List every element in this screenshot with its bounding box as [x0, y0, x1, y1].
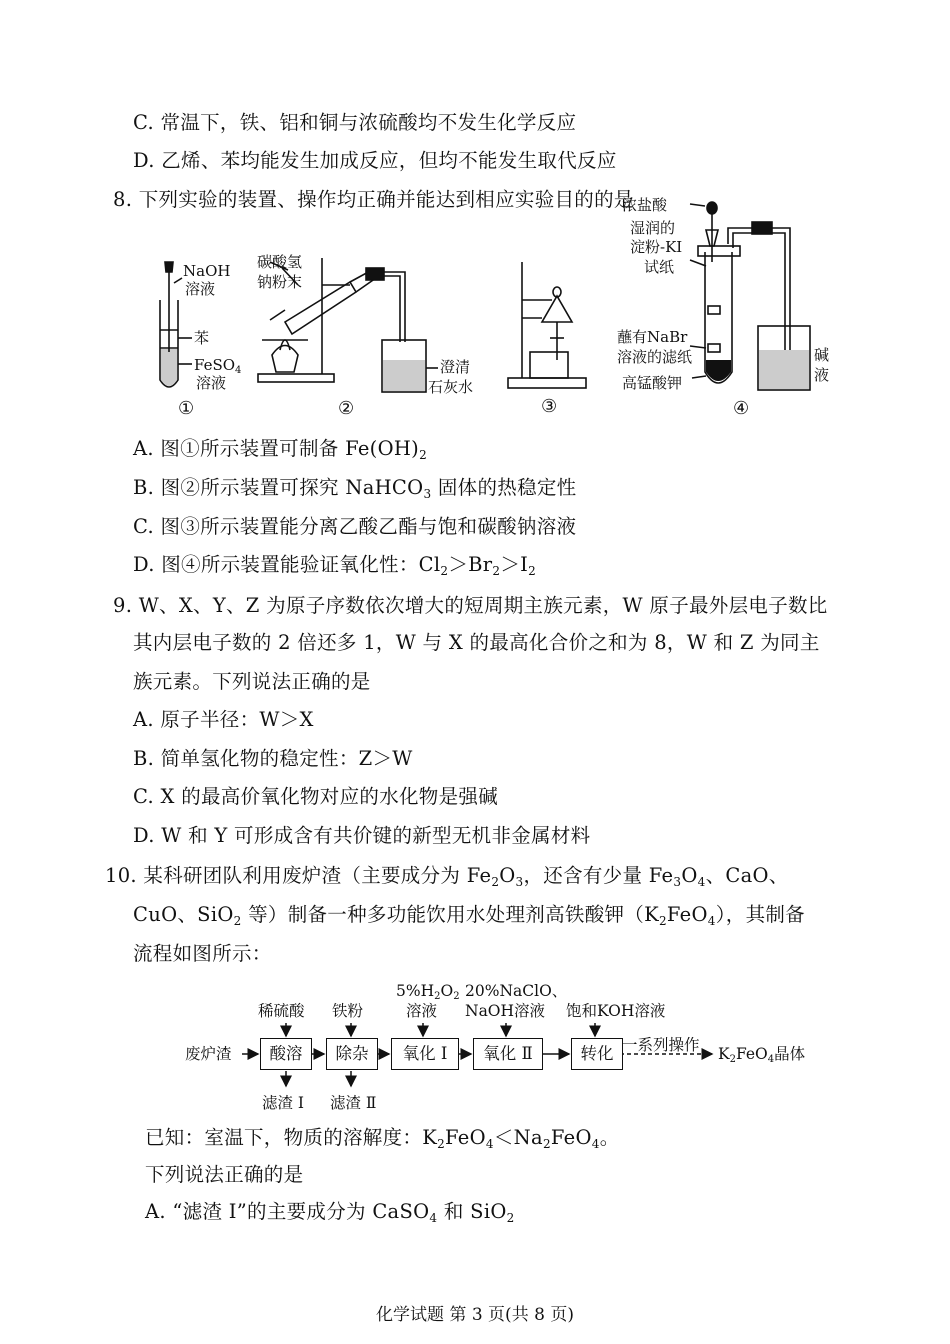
q9-stem-line-2: 其内层电子数的 2 倍还多 1，W 与 X 的最高化合价之和为 8，W 和 Z 为同主 [133, 631, 820, 654]
q9-stem-line-3: 族元素。下列说法正确的是 [133, 670, 371, 693]
flow-input-4b: NaOH溶液 [465, 1002, 546, 1020]
fig4-number: ④ [733, 398, 750, 419]
flow-box-oxidation-2: 氧化 Ⅱ [473, 1038, 543, 1070]
q8-stem: 8. 下列实验的装置、操作均正确并能达到相应实验目的的是 [113, 188, 634, 211]
fig3-number: ③ [541, 396, 558, 417]
fig4-label-2: 湿润的 [630, 219, 676, 237]
fig2-label-2: 钠粉末 [257, 273, 303, 291]
fig1-label-naoh: NaOH [183, 262, 231, 280]
fig2-label-3: 澄清 [440, 358, 471, 376]
flow-box-acid-dissolve: 酸溶 [260, 1038, 312, 1070]
q7-option-d: D. 乙烯、苯均能发生加成反应，但均不能发生取代反应 [133, 149, 617, 172]
q10-stem-line-1: 10. 某科研团队利用废炉渣（主要成分为 $Fe_2O_3$，还含有少量 $Fe_3O_4$、CaO、 [105, 864, 789, 889]
fig4-label-9: 液 [814, 366, 830, 384]
flow-input-3a: $5\%H_2O_2$ [396, 982, 460, 1002]
flow-output-2: 滤渣 Ⅱ [330, 1094, 377, 1112]
q9-option-b: B. 简单氢化物的稳定性：Z＞W [133, 747, 413, 770]
fig4-label-7: 高锰酸钾 [622, 374, 683, 392]
q8-option-b: B. 图②所示装置可探究 NaHCO$_3$ 固体的热稳定性 [133, 476, 577, 501]
q10-ask: 下列说法正确的是 [145, 1163, 304, 1186]
q8-option-d: D. 图④所示装置能验证氧化性：$Cl_2>Br_2>I_2$ [133, 553, 537, 578]
q9-option-d: D. W 和 Y 可形成含有共价键的新型无机非金属材料 [133, 824, 591, 847]
flow-input-3b: 溶液 [406, 1002, 438, 1020]
flow-start: 废炉渣 [185, 1045, 232, 1063]
flow-box-oxidation-1: 氧化 Ⅰ [391, 1038, 459, 1070]
q7-option-c: C. 常温下，铁、铝和铜与浓硫酸均不发生化学反应 [133, 111, 577, 134]
q10-stem-line-3: 流程如图所示： [133, 942, 272, 965]
flow-series-ops: 一系列操作 [622, 1036, 700, 1054]
q8-option-c: C. 图③所示装置能分离乙酸乙酯与饱和碳酸钠溶液 [133, 515, 577, 538]
q10-option-a: A. “滤渣 Ⅰ”的主要成分为 CaSO$_4$ 和 SiO$_2$ [145, 1200, 515, 1225]
fig4-label-hcl: 浓盐酸 [622, 196, 668, 214]
fig1-label-naoh-solution: 溶液 [185, 280, 216, 298]
flow-output-1: 滤渣 Ⅰ [262, 1094, 305, 1112]
q10-stem-line-2: CuO、SiO$_2$ 等）制备一种多功能饮用水处理剂高铁酸钾$(K_2FeO_4)$，其制备 [133, 903, 805, 928]
q8-option-a: A. 图①所示装置可制备 $Fe(OH)_2$ [133, 437, 428, 462]
q10-known: 已知：室温下，物质的溶解度：$K_2FeO_4<Na_2FeO_4$。 [145, 1126, 620, 1151]
page-footer: 化学试题 第 3 页(共 8 页) [376, 1305, 574, 1325]
flow-input-4a: 20%NaClO、 [465, 982, 568, 1000]
fig4-label-8: 碱 [814, 346, 830, 364]
fig4-label-3: 淀粉-KI [630, 238, 683, 256]
flow-box-purify: 除杂 [326, 1038, 378, 1070]
flow-input-1: 稀硫酸 [258, 1002, 305, 1020]
fig1-label-benzene: 苯 [194, 329, 210, 347]
fig2-label-4: 石灰水 [428, 378, 474, 396]
fig2-number: ② [338, 398, 355, 419]
flow-product: $K_2FeO_4$晶体 [718, 1045, 806, 1065]
q9-option-a: A. 原子半径：W＞X [133, 708, 314, 731]
fig4-label-5: 蘸有NaBr [617, 328, 688, 346]
fig1-number: ① [178, 398, 195, 419]
flow-box-convert: 转化 [571, 1038, 623, 1070]
q9-stem-line-1: 9. W、X、Y、Z 为原子序数依次增大的短周期主族元素，W 原子最外层电子数比 [113, 594, 828, 617]
q9-option-c: C. X 的最高价氧化物对应的水化物是强碱 [133, 785, 499, 808]
fig4-label-6: 溶液的滤纸 [617, 348, 693, 366]
fig1-label-feso4-solution: 溶液 [196, 374, 227, 392]
fig1-label-feso4: FeSO$_4$ [194, 356, 242, 376]
flow-input-2: 铁粉 [332, 1002, 364, 1020]
fig4-label-4: 试纸 [644, 258, 675, 276]
flow-input-5: 饱和KOH溶液 [566, 1002, 666, 1020]
fig2-label-1: 碳酸氢 [257, 253, 303, 271]
